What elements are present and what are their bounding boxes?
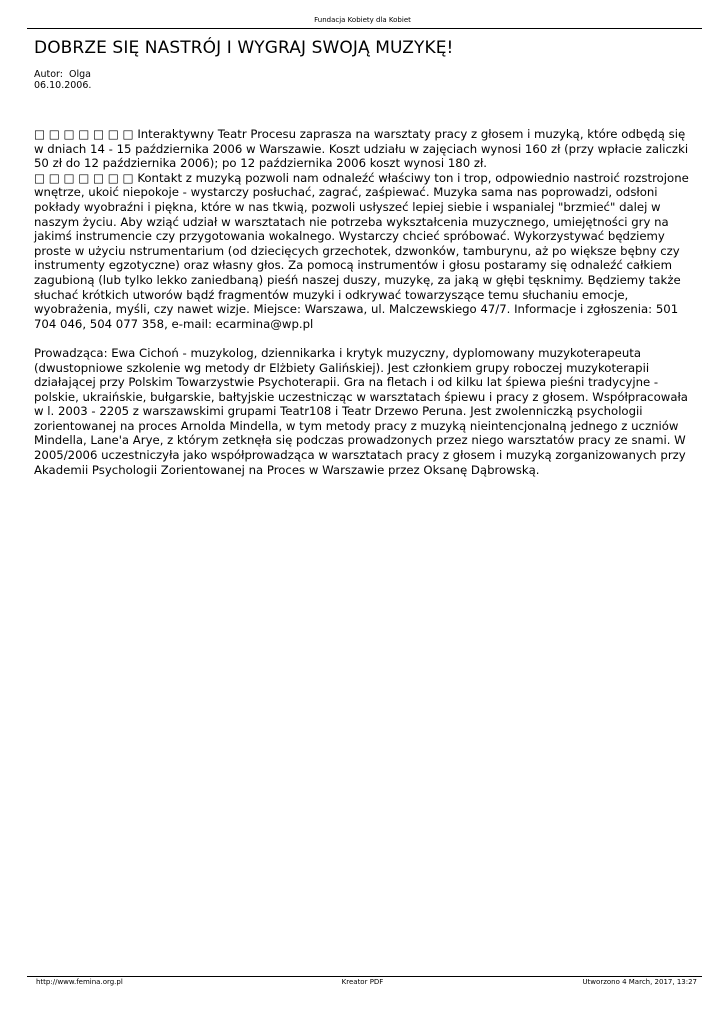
missing-glyph-boxes: □ □ □ □ □ □ □ (34, 170, 138, 185)
article-body (34, 127, 694, 477)
publish-date: 06.10.2006. (34, 80, 92, 91)
article-meta (34, 69, 91, 91)
paragraph-intro-text: Interaktywny Teatr Procesu zaprasza na warsztaty pracy z głosem i muzyką, które odbędą się w dniach 14 - 15 października 2006 w Warszawie. Koszt udziału w zajęciach wynosi 160 zł (przy wpłacie zaliczki 50 zł do 12 października 2006); po 12 października 2006 koszt wynosi 180 zł. (34, 127, 689, 171)
page-footer (0, 976, 725, 990)
paragraph-workshop (34, 127, 694, 331)
paragraph-details-text: Kontakt z muzyką pozwoli nam odnaleźć właściwy ton i trop, odpowiednio nastroić rozstrojone wnętrze, ukoić niepokoje - wystarczy posłuchać, zagrać, zaśpiewać. Muzyka sama nas poprowadzi, odsłoni pokłady wyobraźni i piękna, które w nas tkwią, pozwoli usłyszeć lepiej siebie i wspanialej "brzmieć" dalej w naszym życiu. Aby wziąć udział w warsztatach nie potrzeba wykształcenia muzycznego, umiejętności gry na jakimś instrumencie czy przygotowania wokalnego. Wystarczy chcieć spróbować. Wykorzystywać będziemy proste w użyciu nstrumentarium (od dziecięcych grzechotek, dzwonków, tamburynu, aż po większe bębny czy instrumenty egzotyczne) oraz własny głos. Za pomocą instrumentów i głosu postaramy się odnaleźć całkiem zagubioną (lub tylko lekko zaniedbaną) pieśń naszej duszy, muzykę, za jaką w głębi tęsknimy. Będziemy także słuchać krótkich utworów bądź fragmentów muzyki i odkrywać towarzyszące temu słuchaniu emocje, wyobrażenia, myśli, czy nawet wizje. Miejsce: Warszawa, ul. Malczewskiego 47/7. Informacje i zgłoszenia: 501 704 046, 504 077 358, e-mail: ecarmina@wp.pl (34, 170, 689, 331)
missing-glyph-boxes: □ □ □ □ □ □ □ (34, 127, 138, 141)
paragraph-instructor: Prowadząca: Ewa Cichoń - muzykolog, dziennikarka i krytyk muzyczny, dyplomowany muzykoterapeuta (dwustopniowe szkolenie wg metody dr Elżbiety Galińskiej). Jest członkiem grupy roboczej muzykoterapii działającej przy Polskim Towarzystwie Psychoterapii. Gra na fletach i od kilku lat śpiewa pieśni tradycyjne - polskie, ukraińskie, bułgarskie, bałtyjskie uczestnicząc w warsztatach śpiewu i pracy z głosem. Współpracowała w l. 2003 - 2205 z warszawskimi grupami Teatr108 i Teatr Drzewo Peruna. Jest zwolenniczką psychologii zorientowanej na proces Arnolda Mindella, w tym metody pracy z muzyką nieintencjonalną jednego z uczniów Mindella, Lane'a Arye, z którym zetknęła się podczas prowadzonych przez niego warsztatów pracy ze snami. W 2005/2006 uczestniczyła jako współprowadząca w warsztatach pracy z głosem i muzyką zorganizowanych przy Akademii Psychologii Zorientowanej na Proces w Warszawie przez Oksanę Dąbrowską. (34, 345, 688, 477)
header-divider (27, 28, 702, 29)
footer-url: http://www.femina.org.pl (36, 978, 123, 986)
site-name: Fundacja Kobiety dla Kobiet (314, 16, 411, 24)
footer-created: Utworzono 4 March, 2017, 13:27 (582, 978, 697, 986)
author-line: Autor: Olga (34, 69, 92, 80)
article-title: DOBRZE SIĘ NASTRÓJ I WYGRAJ SWOJĄ MUZYKĘ! (34, 38, 454, 58)
page-header (0, 16, 725, 25)
footer-generator: Kreator PDF (341, 978, 384, 986)
footer-divider (27, 976, 702, 977)
